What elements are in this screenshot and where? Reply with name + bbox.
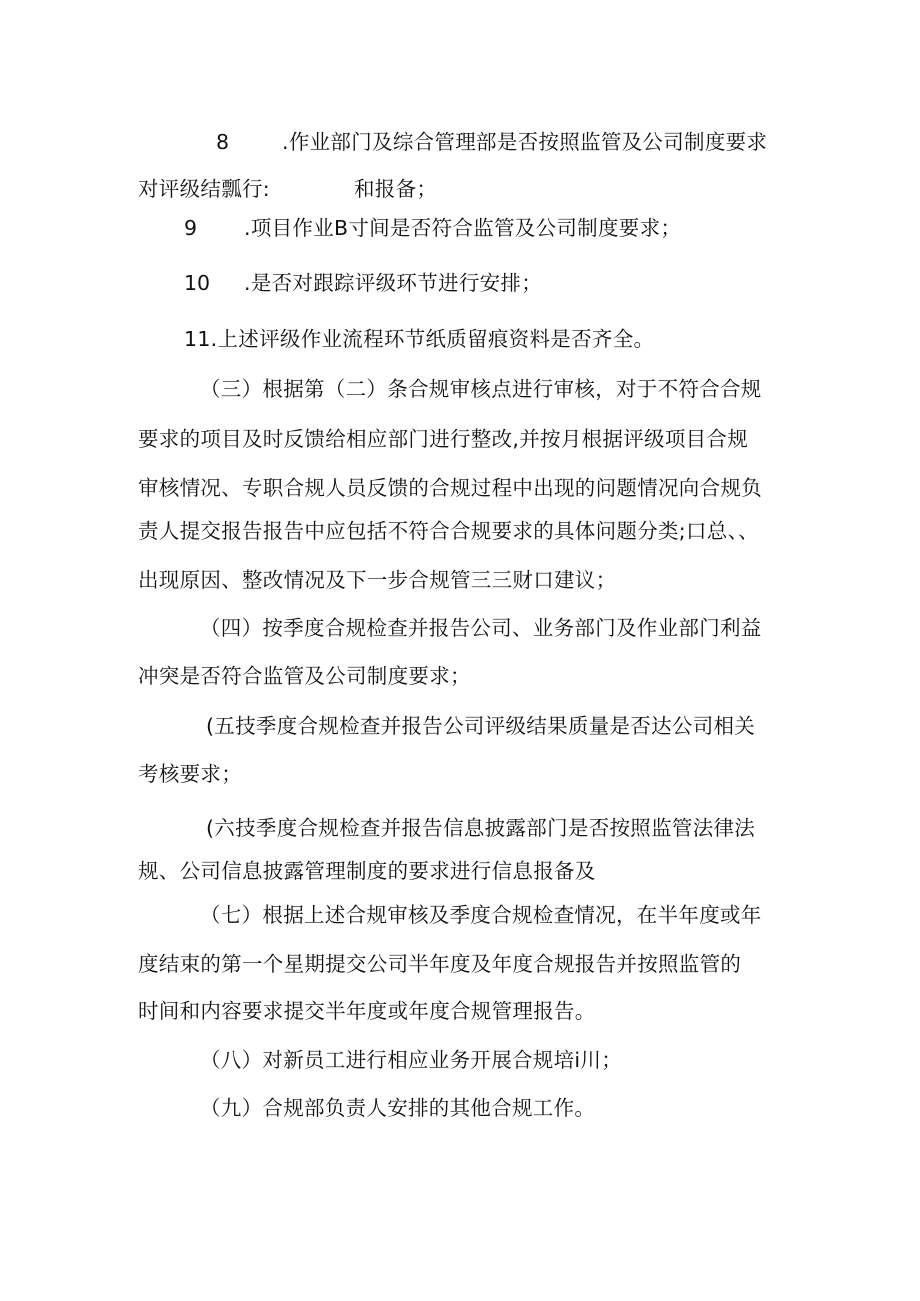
para-9-line-1: （九）合规部负责人安排的其他合规工作。 xyxy=(200,1096,596,1120)
item-8-text: .作业部门及综合管理部是否按照监管及公司制度要求 xyxy=(282,130,768,154)
item-8-number: 8 xyxy=(216,130,230,154)
para-6-line-1: (六技季度合规检查并报告信息披露部门是否按照监管法律法 xyxy=(206,816,756,840)
para-3-line-3: 审核情况、专职合规人员反馈的合规过程中出现的问题情况向合规负 xyxy=(138,476,762,500)
para-5-line-1: (五技季度合规检查并报告公司评级结果质量是否达公司相关 xyxy=(206,714,756,738)
item-9-number: 9 xyxy=(184,216,198,240)
para-7-line-3: 时间和内容要求提交半年度或年度合规管理报告。 xyxy=(138,999,596,1023)
para-6-line-2: 规、公司信息披露管理制度的要求进行信息报备及 xyxy=(138,859,596,883)
para-5-line-2: 考核要求； xyxy=(138,762,242,786)
para-7-line-2: 度结束的第一个星期提交公司半年度及年度合规报告并按照监管的 xyxy=(138,952,742,976)
para-3-line-2: 要求的项目及时反馈给相应部门进行整改,并按月根据评级项目合规 xyxy=(138,427,749,451)
item-10-text: .是否对跟踪评级环节进行安排； xyxy=(244,271,543,295)
para-3-line-4: 责人提交报告报告中应包括不符合合规要求的具体问题分类;口总、、 xyxy=(138,519,759,543)
item-9-text: .项目作业B寸间是否符合监管及公司制度要求； xyxy=(244,216,682,240)
para-3-line-5: 出现原因、整改情况及下一步合规管三三财口建议； xyxy=(138,568,617,592)
item-10-number: 10 xyxy=(184,271,211,295)
item-8-continuation-a: 对评级结瓢行: xyxy=(138,177,271,201)
para-7-line-1: （七）根据上述合规审核及季度合规检查情况，在半年度或年 xyxy=(200,903,762,927)
para-8-line-1: （八）对新员工进行相应业务开展合规培i川； xyxy=(200,1048,622,1072)
para-3-line-1: （三）根据第（二）条合规审核点进行审核，对于不符合合规 xyxy=(200,377,762,401)
item-11-text: 11.上述评级作业流程环节纸质留痕资料是否齐全。 xyxy=(184,327,655,351)
para-4-line-2: 冲突是否符合监管及公司制度要求； xyxy=(138,664,471,688)
para-4-line-1: （四）按季度合规检查并报告公司、业务部门及作业部门利益 xyxy=(200,616,762,640)
item-8-continuation-b: 和报备； xyxy=(354,177,438,201)
